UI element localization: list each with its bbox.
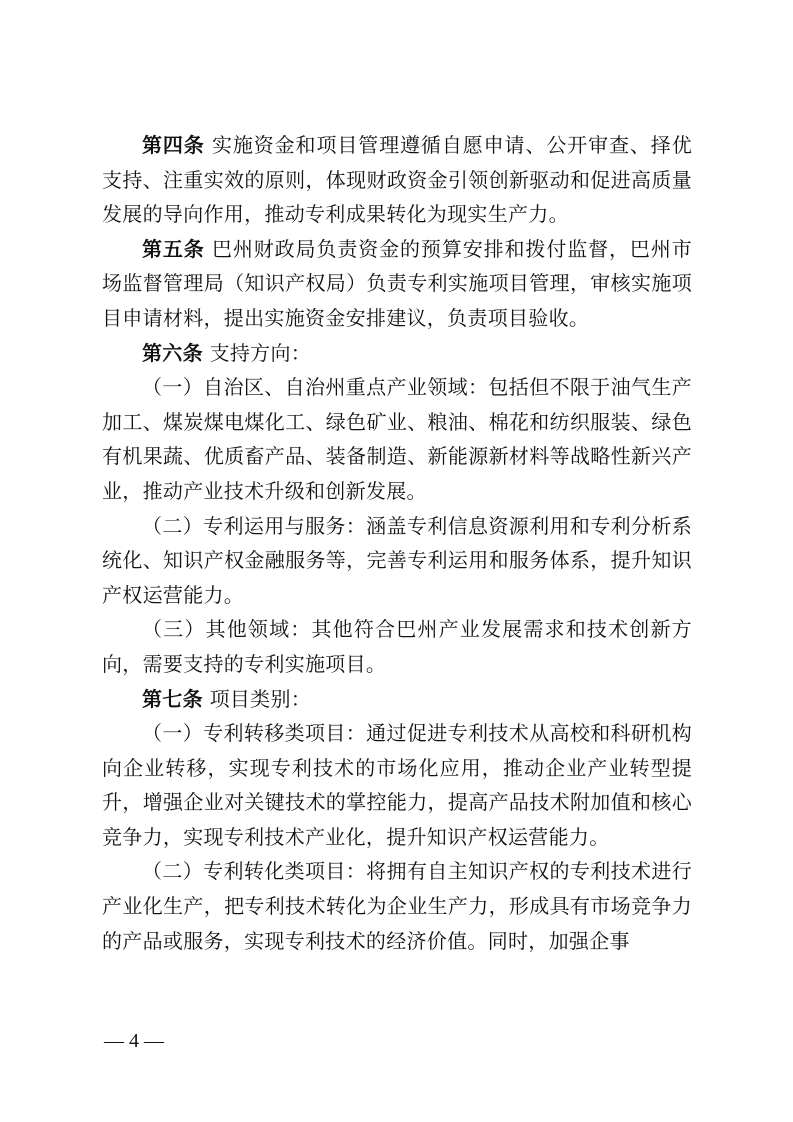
article-6-text: 支持方向： — [202, 340, 312, 365]
article-6-item-1 — [102, 370, 692, 508]
article-4-paragraph — [102, 128, 692, 232]
article-4-text: 实施资金和项目管理遵循自愿申请、公开审查、择优支持、注重实效的原则，体现财政资金引领创新驱动和促进高质量发展的导向作用，推动专利成果转化为现实生产力。 — [102, 133, 692, 227]
article-7-heading: 第七条 — [142, 686, 203, 711]
article-7-item-1-text: （一）专利转移类项目：通过促进专利技术从高校和科研机构向企业转移，实现专利技术的市场化应用，推动企业产业转型提升，增强企业对关键技术的掌控能力，提高产品技术附加值和核心竞争力，实现专利技术产业化，提升知识产权运营能力。 — [102, 721, 692, 849]
article-7-item-2-text: （二）专利转化类项目：将拥有自主知识产权的专利技术进行产业化生产，把专利技术转化为企业生产力，形成具有市场竞争力的产品或服务，实现专利技术的经济价值。同时，加强企事 — [102, 859, 692, 953]
article-5-text: 巴州财政局负责资金的预算安排和拨付监督，巴州市场监督管理局（知识产权局）负责专利实施项目管理，审核实施项目申请材料，提出实施资金安排建议，负责项目验收。 — [102, 236, 692, 330]
article-6-paragraph — [102, 336, 692, 371]
article-6-heading: 第六条 — [142, 340, 203, 365]
article-7-paragraph — [102, 682, 692, 717]
article-6-item-3-text: （三）其他领域：其他符合巴州产业发展需求和技术创新方向，需要支持的专利实施项目。 — [102, 617, 692, 676]
article-6-item-3 — [102, 612, 692, 681]
article-6-item-2-text: （二）专利运用与服务：涵盖专利信息资源利用和专利分析系统化、知识产权金融服务等，完善专利运用和服务体系，提升知识产权运营能力。 — [102, 513, 692, 607]
page-number: — 4 — — [104, 1030, 164, 1052]
article-5-heading: 第五条 — [142, 236, 205, 261]
document-body — [102, 128, 692, 958]
article-4-heading: 第四条 — [142, 133, 205, 157]
article-5-paragraph — [102, 232, 692, 336]
article-6-item-2 — [102, 509, 692, 613]
article-7-item-1 — [102, 716, 692, 854]
article-7-item-2 — [102, 854, 692, 958]
article-7-text: 项目类别： — [202, 686, 312, 711]
article-6-item-1-text: （一）自治区、自治州重点产业领域：包括但不限于油气生产加工、煤炭煤电煤化工、绿色矿业、粮油、棉花和纺织服装、绿色有机果蔬、优质畜产品、装备制造、新能源新材料等战略性新兴产业，推动产业技术升级和创新发展。 — [102, 375, 692, 503]
